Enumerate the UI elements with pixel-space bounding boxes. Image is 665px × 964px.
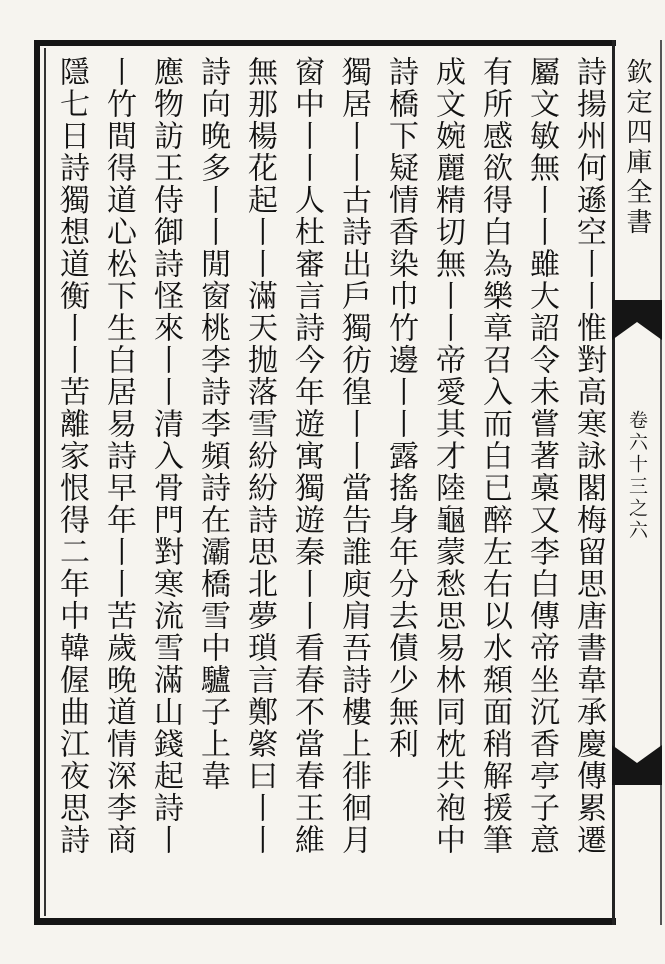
frame-bottom-border [34,918,616,925]
text-column-4: 成文婉麗精切無丨丨帝愛其才陸龜蒙愁思易林同枕共袍中 [430,56,465,856]
text-column-11: 丨竹間得道心松下生白居易詩早年丨丨苦歲晚道情深李商 [101,56,136,856]
frame-top-border [34,40,616,46]
text-columns [46,56,612,912]
fishtail-top-mark [612,300,662,340]
text-column-6: 獨居丨丨古詩出戶獨彷徨丨丨當告誰庾肩吾詩樓上徘徊月 [336,56,371,856]
text-column-8: 無那楊花起丨丨滿天抛落雪紛紛詩思北夢瑣言鄭綮曰丨丨 [242,56,277,856]
text-column-7: 窗中丨丨人杜審言詩今年遊寓獨遊秦丨丨看春不當春王維 [289,56,324,856]
text-column-3: 有所感欲得白為樂章召入而白已醉左右以水頮面稍解援筆 [477,56,512,856]
text-column-12: 隱七日詩獨想道衡丨丨苦離家恨得二年中韓偓曲江夜思詩 [54,56,89,856]
text-column-1: 詩揚州何遜空丨丨惟對高寒詠閣梅留思唐書韋承慶傳累遷 [571,56,606,856]
fold-line [660,40,662,925]
frame-left-border [34,40,40,925]
text-column-9: 詩向晚多丨丨閒窗桃李詩李頻詩在灞橋雪中驢子上韋 [195,56,230,792]
text-column-2: 屬文敏無丨丨雖大詔令未嘗著槀又李白傳帝坐沉香亭子意 [524,56,559,856]
fishtail-bottom-mark [612,745,662,785]
text-column-10: 應物訪王侍御詩怪來丨丨清入骨門對寒流雪滿山錢起詩丨 [148,56,183,856]
chapter-label: 卷六十三之六 [626,410,648,542]
text-column-5: 詩橋下疑情香染巾竹邊丨丨露搖身年分去債少無利 [383,56,418,760]
book-title: 欽定四庫全書 [622,58,652,238]
